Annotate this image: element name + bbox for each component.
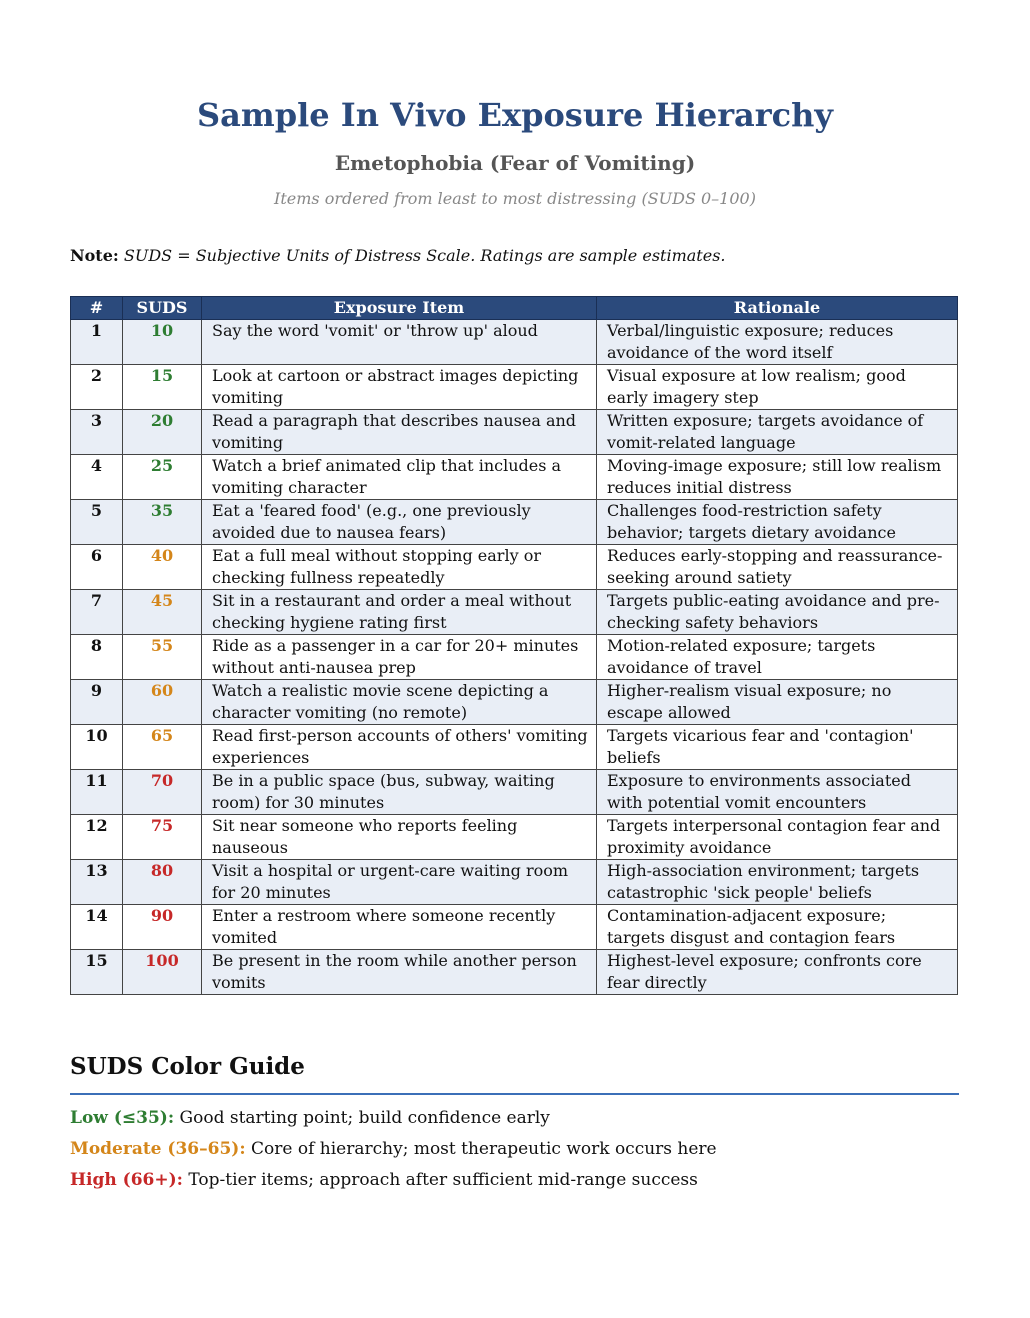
row-rationale: Contamination-adjacent exposure; targets disgust and contagion fears [597,905,958,950]
row-num: 14 [71,905,123,950]
row-rationale: Verbal/linguistic exposure; reduces avoidance of the word itself [597,320,958,365]
table-row [71,320,958,365]
table-row [71,500,958,545]
row-rationale: Highest-level exposure; confronts core fear directly [597,950,958,995]
note [70,246,725,265]
row-exposure-item: Enter a restroom where someone recently vomited [202,905,597,950]
row-exposure-item: Be present in the room while another person vomits [202,950,597,995]
header-rationale: Rationale [597,297,958,320]
guide-label-low: Low (≤35): [70,1108,175,1128]
row-num: 7 [71,590,123,635]
row-rationale: Challenges food-restriction safety behavior; targets dietary avoidance [597,500,958,545]
row-exposure-item: Read a paragraph that describes nausea and vomiting [202,410,597,455]
table-header-row [71,297,958,320]
guide-text-low: Good starting point; build confidence early [179,1108,550,1128]
row-num: 9 [71,680,123,725]
row-suds: 80 [123,860,202,905]
table-row [71,545,958,590]
row-rationale: Visual exposure at low realism; good early imagery step [597,365,958,410]
row-num: 12 [71,815,123,860]
row-num: 2 [71,365,123,410]
header-suds: SUDS [123,297,202,320]
row-rationale: Targets vicarious fear and 'contagion' beliefs [597,725,958,770]
row-suds: 10 [123,320,202,365]
row-exposure-item: Look at cartoon or abstract images depicting vomiting [202,365,597,410]
row-num: 13 [71,860,123,905]
row-exposure-item: Watch a realistic movie scene depicting a character vomiting (no remote) [202,680,597,725]
table-row [71,590,958,635]
table-row [71,410,958,455]
color-guide-divider [70,1093,959,1095]
table-row [71,950,958,995]
note-label: Note: [70,246,119,265]
row-suds: 100 [123,950,202,995]
row-suds: 70 [123,770,202,815]
header-exposure-item: Exposure Item [202,297,597,320]
row-suds: 90 [123,905,202,950]
row-exposure-item: Eat a full meal without stopping early or checking fullness repeatedly [202,545,597,590]
row-rationale: High-association environment; targets catastrophic 'sick people' beliefs [597,860,958,905]
guide-item-low [70,1108,550,1128]
table-row [71,635,958,680]
table-row [71,365,958,410]
row-suds: 60 [123,680,202,725]
row-suds: 20 [123,410,202,455]
guide-item-high [70,1170,698,1190]
row-rationale: Reduces early-stopping and reassurance-seeking around satiety [597,545,958,590]
table-row [71,905,958,950]
row-num: 8 [71,635,123,680]
page-subtitle: Emetophobia (Fear of Vomiting) [334,151,696,175]
guide-text-high: Top-tier items; approach after sufficient mid-range success [188,1170,698,1190]
guide-label-high: High (66+): [70,1170,183,1190]
exposure-hierarchy-table [70,296,958,995]
table-row [71,815,958,860]
row-suds: 45 [123,590,202,635]
row-suds: 35 [123,500,202,545]
page-title: Sample In Vivo Exposure Hierarchy [197,96,833,134]
row-num: 1 [71,320,123,365]
row-num: 5 [71,500,123,545]
row-rationale: Targets public-eating avoidance and pre-checking safety behaviors [597,590,958,635]
row-rationale: Higher-realism visual exposure; no escape allowed [597,680,958,725]
row-exposure-item: Sit in a restaurant and order a meal without checking hygiene rating first [202,590,597,635]
row-suds: 65 [123,725,202,770]
row-rationale: Targets interpersonal contagion fear and proximity avoidance [597,815,958,860]
row-exposure-item: Ride as a passenger in a car for 20+ minutes without anti-nausea prep [202,635,597,680]
row-exposure-item: Read first-person accounts of others' vomiting experiences [202,725,597,770]
row-suds: 25 [123,455,202,500]
table-row [71,770,958,815]
row-suds: 15 [123,365,202,410]
note-text: SUDS = Subjective Units of Distress Scale. Ratings are sample estimates. [123,246,726,265]
row-rationale: Motion-related exposure; targets avoidance of travel [597,635,958,680]
row-rationale: Written exposure; targets avoidance of vomit-related language [597,410,958,455]
row-exposure-item: Be in a public space (bus, subway, waiting room) for 30 minutes [202,770,597,815]
page-caption: Items ordered from least to most distressing (SUDS 0–100) [274,189,756,208]
row-exposure-item: Watch a brief animated clip that includes a vomiting character [202,455,597,500]
row-exposure-item: Visit a hospital or urgent-care waiting room for 20 minutes [202,860,597,905]
guide-label-moderate: Moderate (36–65): [70,1139,246,1159]
header-num: # [71,297,123,320]
table-row [71,860,958,905]
guide-text-moderate: Core of hierarchy; most therapeutic work occurs here [251,1139,717,1159]
row-num: 4 [71,455,123,500]
table-row [71,455,958,500]
row-exposure-item: Say the word 'vomit' or 'throw up' aloud [202,320,597,365]
guide-item-moderate [70,1139,717,1159]
row-num: 10 [71,725,123,770]
table-row [71,680,958,725]
row-num: 15 [71,950,123,995]
row-rationale: Moving-image exposure; still low realism reduces initial distress [597,455,958,500]
row-num: 3 [71,410,123,455]
table-row [71,725,958,770]
row-exposure-item: Eat a 'feared food' (e.g., one previously avoided due to nausea fears) [202,500,597,545]
row-suds: 75 [123,815,202,860]
row-num: 6 [71,545,123,590]
row-suds: 55 [123,635,202,680]
row-num: 11 [71,770,123,815]
row-suds: 40 [123,545,202,590]
color-guide-title: SUDS Color Guide [70,1053,305,1080]
row-rationale: Exposure to environments associated with potential vomit encounters [597,770,958,815]
row-exposure-item: Sit near someone who reports feeling nauseous [202,815,597,860]
